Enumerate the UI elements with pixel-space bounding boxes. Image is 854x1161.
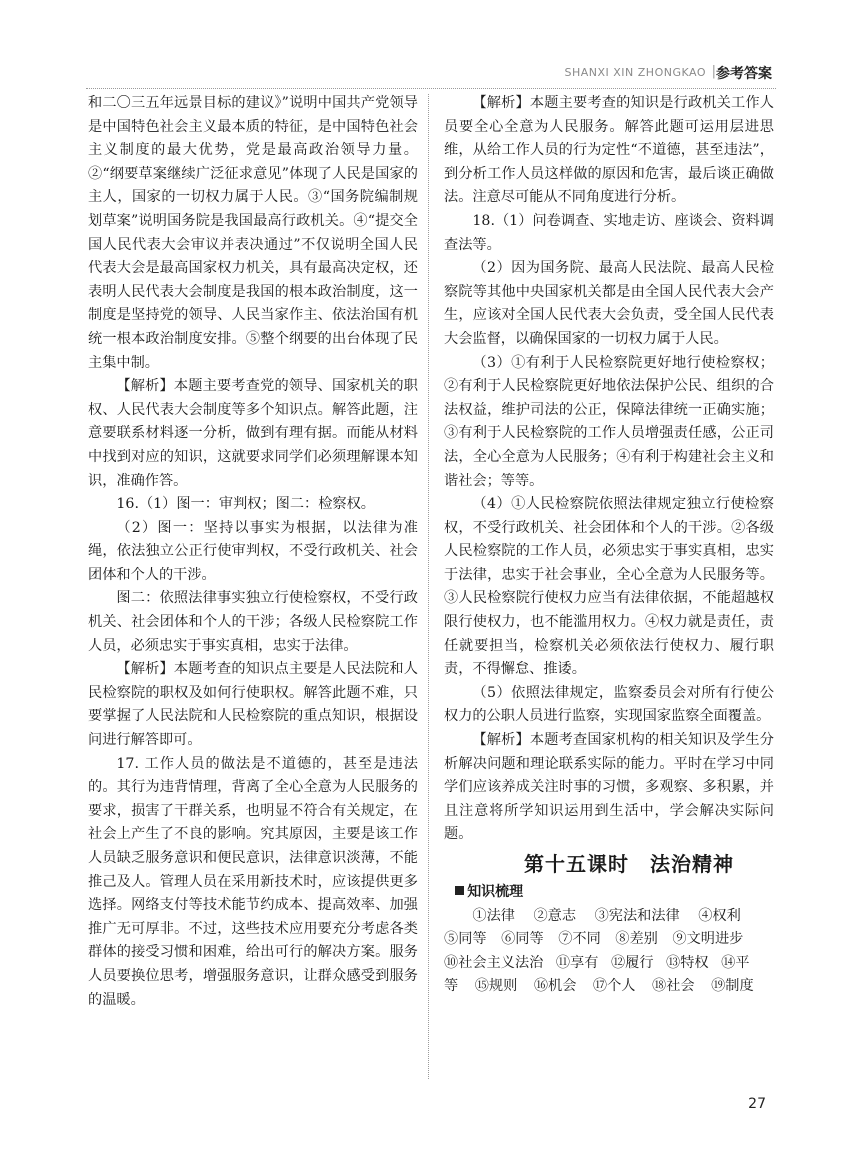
answer-item: ⑥同等 [501,931,544,948]
answer-item: ⑫履行 [610,954,654,971]
answer-row [444,905,774,929]
right-column [444,92,774,999]
answer-row [444,952,774,976]
paragraph: （2）因为国务院、最高人民法院、最高人民检察院等其他中央国家机关都是由全国人民代表大会产生，应该对全国人民代表大会负责，受全国人民代表大会监督，以确保国家的一切权力属于人民。 [444,260,774,347]
answer-item: ⑯机会 [533,978,577,995]
paragraph: 【解析】本题主要考查党的领导、国家机关的职权、人民代表大会制度等多个知识点。解答此题，注意要联系材料逐一分析，做到有理有据。而能从材料中找到对应的知识，这就要求同学们必须理解课本知识，准确作答。 [88,378,418,489]
page-header [86,60,776,89]
series-name: SHANXI XIN ZHONGKAO [564,66,706,79]
lesson-title: 第十五课时 法治精神 [524,852,734,876]
paragraph: 【解析】本题主要考查的知识是行政机关工作人员要全心全意为人民服务。解答此题可运用层进思维，从给工作人员的行为定性“不道德，甚至违法”，到分析工作人员这样做的原因和危害，最后谈正确做法。注意尽可能从不同角度进行分析。 [444,95,774,206]
section-title: 参考答案 [716,66,772,82]
answer-item: ⑬特权 [666,954,709,971]
paragraph: （2）图一：坚持以事实为根据，以法律为准绳，依法独立公正行使审判权，不受行政机关、社会团体和个人的干涉。 [88,519,418,583]
answer-item: ②意志 [533,907,577,924]
answer-item: ⑤同等 [444,931,487,948]
paragraph: 18.（1）问卷调查、实地走访、座谈会、资料调查法等。 [444,212,774,253]
answer-item: 等 [444,978,459,995]
answer-item: ①法律 [472,907,515,924]
answer-item: ⑮规则 [474,978,518,995]
paragraph: 图二：依照法律事实独立行使检察权，不受行政机关、社会团体和个人的干涉；各级人民检察院工作人员，必须忠实于事实真相，忠实于法律。 [88,590,418,654]
square-bullet-icon [455,886,464,895]
page-number: 27 [748,1096,766,1112]
paragraph: （5）依照法律规定，监察委员会对所有行使公权力的公职人员进行监察，实现国家监察全面覆盖。 [444,684,774,725]
knowledge-section-heading: 知识梳理 [444,881,774,905]
paragraph: 和二〇三五年远景目标的建议》”说明中国共产党领导是中国特色社会主义最本质的特征，是中国特色社会主义制度的最大优势，党是最高政治领导力量。②“纲要草案继续广泛征求意见”体现了人民是国家的主人，国家的一切权力属于人民。③“国务院编制规划草案”说明国务院是我国最高行政机关。④“提交全国人民代表大会审议并表决通过”不仅说明全国人民代表大会是最高国家权力机关，具有最高决定权，还表明人民代表大会制度是我国的根本政治制度，这一制度是坚持党的领导、人民当家作主、依法治国有机统一根本政治制度安排。⑤整个纲要的出台体现了民主集中制。 [88,95,418,371]
answer-row [444,975,774,999]
answer-item: ⑲制度 [711,978,754,995]
header-separator: | [711,64,716,79]
paragraph: 【解析】本题考查的知识点主要是人民法院和人民检察院的职权及如何行使职权。解答此题不难，只要掌握了人民法院和人民检察院的重点知识，根据设问进行解答即可。 [88,661,418,749]
answer-item: ⑩社会主义法治 [444,954,544,971]
paragraph: （3）①有利于人民检察院更好地行使检察权；②有利于人民检察院更好地依法保护公民、组织的合法权益，维护司法的公正，保障法律统一正确实施；③有利于人民检察院的工作人员增强责任感，公正司法，全心全意为人民服务；④有利于构建社会主义和谐社会；等等。 [444,354,774,489]
answer-item: ⑦不同 [558,931,601,948]
left-column [88,92,418,1012]
answer-item: ④权利 [698,907,741,924]
column-divider [428,94,429,1079]
answer-row [444,928,774,952]
paragraph: 17. 工作人员的做法是不道德的，甚至是违法的。其行为违背情理，背离了全心全意为人民服务的要求，损害了干群关系，也明显不符合有关规定，在社会上产生了不良的影响。究其原因，主要是该工作人员缺乏服务意识和便民意识，法律意识淡薄，不能推己及人。管理人员在采用新技术时，应该提供更多选择。网络支付等技术能节约成本、提高效率、加强推广无可厚非。不过，这些技术应用要充分考虑各类群体的接受习惯和困难，给出可行的解决方案。服务人员要换位思考，增强服务意识，让群众感受到服务的温暖。 [88,755,418,1008]
answer-item: ⑰个人 [592,978,636,995]
paragraph: 16.（1）图一：审判权；图二：检察权。 [116,496,375,513]
answer-item: ⑨文明进步 [672,931,744,948]
answer-item: ⑧差别 [615,931,658,948]
paragraph: 【解析】本题考查国家机构的相关知识及学生分析解决问题和理论联系实际的能力。平时在学习中同学们应该养成关注时事的习惯，多观察、多积累，并且注意将所学知识运用到生活中，学会解决实际问题。 [444,732,774,843]
answer-item: ⑪享有 [555,954,599,971]
answer-item: ③宪法和法律 [594,907,680,924]
answer-item: ⑱社会 [652,978,695,995]
paragraph: （4）①人民检察院依照法律规定独立行使检察权，不受行政机关、社会团体和个人的干涉。②各级人民检察院的工作人员，必须忠实于事实真相，忠实于法律，忠实于社会事业，全心全意为人民服务等。③人民检察院行使权力应当有法律依据，不能超越权限行使权力，也不能滥用权力。④权力就是责任，责任就要担当，检察机关必须依法行使权力、履行职责，不得懈怠、推诿。 [444,496,774,678]
answer-item: ⑭平 [721,954,750,971]
